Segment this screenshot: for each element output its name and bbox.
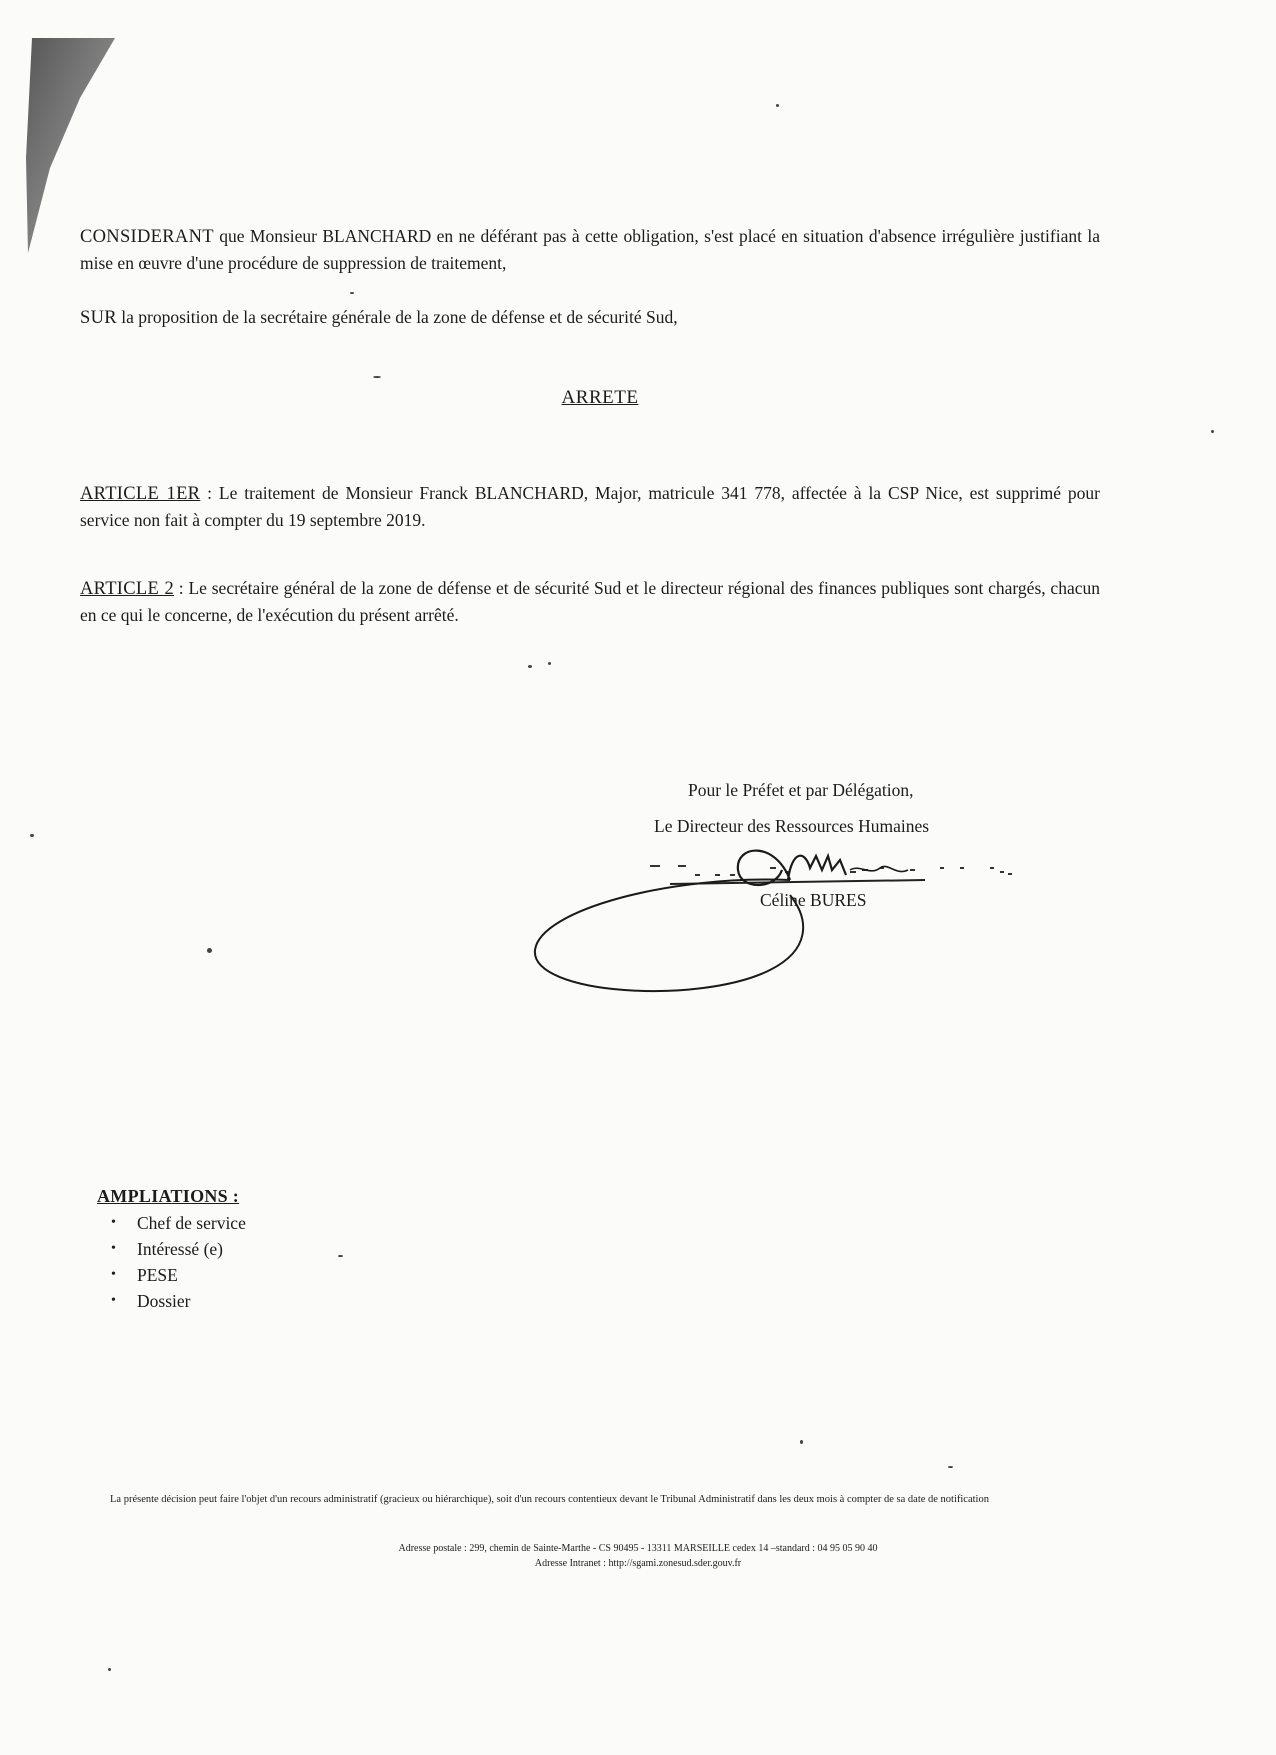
- ampliation-item-label: Intéressé (e): [137, 1239, 223, 1259]
- article-1-text: : Le traitement de Monsieur Franck BLANCHARD, Major, matricule 341 778, affectée à la CSP Nice, est supprimé pour service non fait à compter du 19 septembre 2019.: [80, 483, 1100, 530]
- ampliation-item-label: Chef de service: [137, 1213, 246, 1233]
- bullet-icon: •: [111, 1293, 116, 1308]
- scan-shadow-corner: [20, 38, 120, 253]
- scan-speck: [528, 665, 532, 668]
- scan-speck: [338, 1255, 343, 1257]
- list-item: [97, 1210, 246, 1236]
- considerant-text: que Monsieur BLANCHARD en ne déférant pas à cette obligation, s'est placé en situation d'absence irrégulière justifiant la mise en œuvre d'une procédure de suppression de traitement,: [80, 226, 1100, 273]
- sur-text: la proposition de la secrétaire générale de la zone de défense et de sécurité Sud,: [116, 307, 678, 327]
- scan-speck: [30, 834, 34, 837]
- article-2-label: ARTICLE 2: [80, 579, 174, 599]
- bullet-icon: •: [111, 1215, 116, 1230]
- list-item: [97, 1236, 246, 1262]
- signature-title-line: Le Directeur des Ressources Humaines: [654, 816, 930, 836]
- article-1-label: ARTICLE 1ER: [80, 484, 201, 504]
- list-item: [97, 1262, 246, 1288]
- footer-postal-address: Adresse postale : 299, chemin de Sainte-Marthe - CS 90495 - 13311 MARSEILLE cedex 14 –standard : 04 95 05 90 40: [398, 1543, 878, 1554]
- article-1-paragraph: [80, 480, 1100, 533]
- scan-speck: [207, 948, 212, 953]
- footer-intranet-address: Adresse Intranet : http://sgami.zonesud.sder.gouv.fr: [534, 1558, 742, 1569]
- ampliation-item-label: Dossier: [137, 1291, 191, 1311]
- scan-speck: [776, 104, 779, 107]
- considerant-paragraph: [80, 223, 1100, 276]
- scan-speck: [350, 292, 354, 294]
- signatory-name: Céline BURES: [760, 890, 867, 910]
- scan-speck: [373, 376, 381, 378]
- ampliation-item-label: PESE: [137, 1265, 178, 1285]
- scan-speck: [1211, 430, 1214, 433]
- signature-delegation-line: Pour le Préfet et par Délégation,: [688, 780, 914, 800]
- footer-recours-note: La présente décision peut faire l'objet d'un recours administratif (gracieux ou hiérarchique), soit d'un recours contentieux devant le Tribunal Administratif dans les deux mois à compter de sa date de notification: [110, 1494, 989, 1505]
- scan-speck: [948, 1466, 953, 1468]
- sur-paragraph: [80, 304, 1100, 331]
- arrete-title: ARRETE: [561, 387, 639, 408]
- list-item: [97, 1288, 246, 1314]
- considerant-lead: CONSIDERANT: [80, 227, 214, 247]
- article-2-text: : Le secrétaire général de la zone de défense et de sécurité Sud et le directeur régional des finances publiques sont chargés, chacun en ce qui le concerne, de l'exécution du présent arrêté.: [80, 578, 1100, 625]
- bullet-icon: •: [111, 1267, 116, 1282]
- scan-speck: [548, 662, 551, 665]
- article-2-paragraph: [80, 575, 1100, 628]
- scan-speck: [108, 1668, 111, 1671]
- ampliations-title: AMPLIATIONS :: [97, 1186, 240, 1206]
- ampliations-list: [97, 1210, 246, 1314]
- scan-speck: [800, 1440, 803, 1444]
- sur-lead: SUR: [80, 308, 117, 328]
- bullet-icon: •: [111, 1241, 116, 1256]
